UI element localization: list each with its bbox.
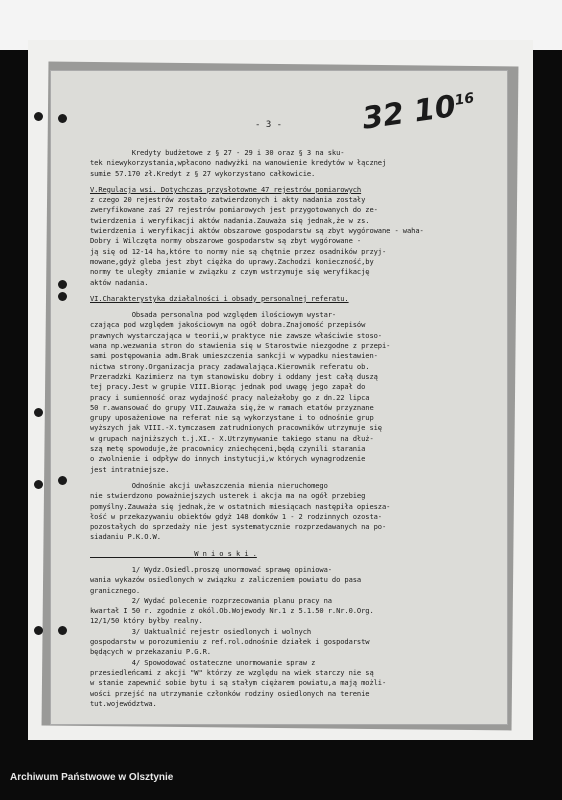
punch-hole: [34, 626, 43, 635]
punch-hole: [58, 280, 67, 289]
text-line: czająca pod względem jakościowym na ogół dobra.Znajomość przepisów: [90, 320, 366, 330]
text-line: Odnośnie akcji uwłaszczenia mienia nieruchomego: [90, 480, 328, 490]
text-line: twierdzenia i weryfikacji aktów obszarowe gospodarstw są zbyt wygórowane - waha-: [90, 226, 424, 236]
text-line: przesiedleńcami z akcji "W" którzy ze względu na wiek starczy nie są: [90, 667, 374, 677]
text-line: 12/1/50 który byłby realny.: [90, 616, 203, 626]
text-line: tek niewykorzystania,wpłacono nadwyżki na wanowienie kredytów w łącznej: [90, 158, 387, 168]
text-line: prawnych wystarczająca w teorii,w praktyce nie zawsze właściwie stoso-: [90, 330, 382, 340]
text-line: W n i o s k i .: [90, 548, 257, 558]
signum-main: 32 10: [360, 88, 459, 137]
text-line: sami postępowania adm.Brak umieszczenia sankcji w wypadku niestawien-: [90, 351, 378, 361]
text-line: łość w przekazywaniu obiektów gdyż 148 domków 1 - 2 rodzinnych ozosta-: [90, 511, 382, 521]
text-line: Obsada personalna pod względem ilościowym wystar-: [90, 310, 337, 320]
text-line: jest intratniejsze.: [90, 464, 170, 474]
text-line: w grupach najniższych t.j.XI.- X.Utrzymywanie takiego stanu na dłuż-: [90, 433, 374, 443]
text-line: 50 r.awansować do grupy VII.Zauważa się,że w ramach etatów przyznane: [90, 402, 374, 412]
punch-hole: [58, 626, 67, 635]
text-line: Dobry i Wilczęta normy obszarowe gospodarstw są zbyt wygórowane -: [90, 236, 362, 246]
text-line: będących w przekazaniu P.G.R.: [90, 647, 211, 657]
text-line: pracy i sumienność oraz wydajność pracy należałoby go z dn.22 lipca: [90, 392, 370, 402]
archive-caption: Archiwum Państwowe w Olsztynie: [10, 772, 174, 783]
text-line: wości przejść na utrzymanie członków rodziny osiedlonych na terenie: [90, 688, 370, 698]
text-line: nictwa strony.Organizacja pracy zadawalająca.Kierownik referatu ob.: [90, 361, 370, 371]
text-line: zweryfikowane zaś 27 rejestrów pomiarowych jest przygotowanych do ze-: [90, 205, 378, 215]
text-line: VI.Charakterystyka działalności i obsady personalnej referatu.: [90, 293, 349, 303]
text-line: mowane,gdyż gleba jest zbyt ciężka do uprawy.Zachodzi konieczność,by: [90, 256, 374, 266]
text-line: tut.województwa.: [90, 698, 157, 708]
text-line: kwartał I 50 r. zgodnie z okól.Ob.Wojewody Nr.1 z 5.1.50 r.Nr.0.Org.: [90, 606, 374, 616]
text-line: wyższych jak VIII.-X.tymczasem zatrudnionych pracowników utrzymuje się: [90, 423, 382, 433]
text-line: 1/ Wydz.Osiedl.proszę unormować sprawę opiniowa-: [90, 564, 332, 574]
text-line: wania wykazów osiedlonych w związku z zaliczeniem powiatu do pasa: [90, 575, 362, 585]
text-line: w stanie zapewnić sobie bytu i są stałym ciężarem powiatu,a mają możli-: [90, 678, 387, 688]
text-line: pomyślny.Zauważa się jednak,że w ostatnich miesiącach następiła opiesza-: [90, 501, 391, 511]
text-line: sumie 57.170 zł.Kredyt z § 27 wykorzystano całkowicie.: [90, 168, 316, 178]
page-number: - 3 -: [255, 120, 283, 130]
text-line: siadaniu P.K.O.W.: [90, 532, 161, 542]
text-line: aktów nadania.: [90, 277, 149, 287]
document-page: [50, 70, 508, 725]
handwritten-signum: [360, 86, 477, 136]
punch-hole: [34, 112, 43, 121]
text-line: grupy uposażeniowe na referat nie są wykorzystane i to odnośnie grup: [90, 413, 374, 423]
text-line: granicznego.: [90, 585, 141, 595]
text-line: tej pracy.Jest w grupie VIII.Biorąc jednak pod uwagę jego zapał do: [90, 382, 366, 392]
text-line: 2/ Wydać polecenie rozprzecowania planu pracy na: [90, 595, 332, 605]
text-line: gospodarstw w porozumieniu z ref.rol.odnośnie działek i gospodarstw: [90, 637, 370, 647]
document-body: [90, 148, 500, 709]
punch-hole: [34, 408, 43, 417]
text-line: Przeradzki Kazimierz na tym stanowisku dobry i oddany jest całą duszą: [90, 371, 378, 381]
text-line: o zwolnienie i odpływ do innych instytucji,w których wynagrodzenie: [90, 454, 366, 464]
punch-hole: [58, 292, 67, 301]
punch-hole: [34, 480, 43, 489]
text-line: z czego 20 rejestrów zostało zatwierdzonych i akty nadania zostały: [90, 195, 366, 205]
text-line: 3/ Uaktualnić rejestr osiedlonych i wolnych: [90, 626, 312, 636]
signum-superscript: 16: [453, 90, 476, 109]
text-line: pozostałych do sprzedaży nie jest systematycznie rozprzedawanych na po-: [90, 522, 387, 532]
punch-hole: [58, 114, 67, 123]
text-line: Kredyty budżetowe z § 27 - 29 i 30 oraz § 3 na sku-: [90, 148, 345, 157]
punch-hole: [58, 476, 67, 485]
text-line: nie stwierdzono poważniejszych usterek i akcja ma na ogół przebieg: [90, 491, 366, 501]
text-line: V.Regulacja wsi. Dotychczas przysłotowne 47 rejestrów pomiarowych: [90, 184, 362, 194]
text-line: normy te uległy zmianie w związku z czym wstrzymuje się weryfikację: [90, 267, 370, 277]
text-line: 4/ Spowodować ostateczne unormowanie spraw z: [90, 657, 316, 667]
text-line: twierdzenia i weryfikacji aktów nadania.Zauważa się jednak,że w zs.: [90, 215, 370, 225]
text-line: szą metę spowoduje,że pracownicy zniechęceni,będą czynili starania: [90, 444, 366, 454]
text-line: ją się od 12-14 ha,które to normy nie są chętnie przez osadników przyj-: [90, 246, 387, 256]
text-line: wana np.wezwania stron do stawienia się w Starostwie niezgodne z przepi-: [90, 341, 391, 351]
